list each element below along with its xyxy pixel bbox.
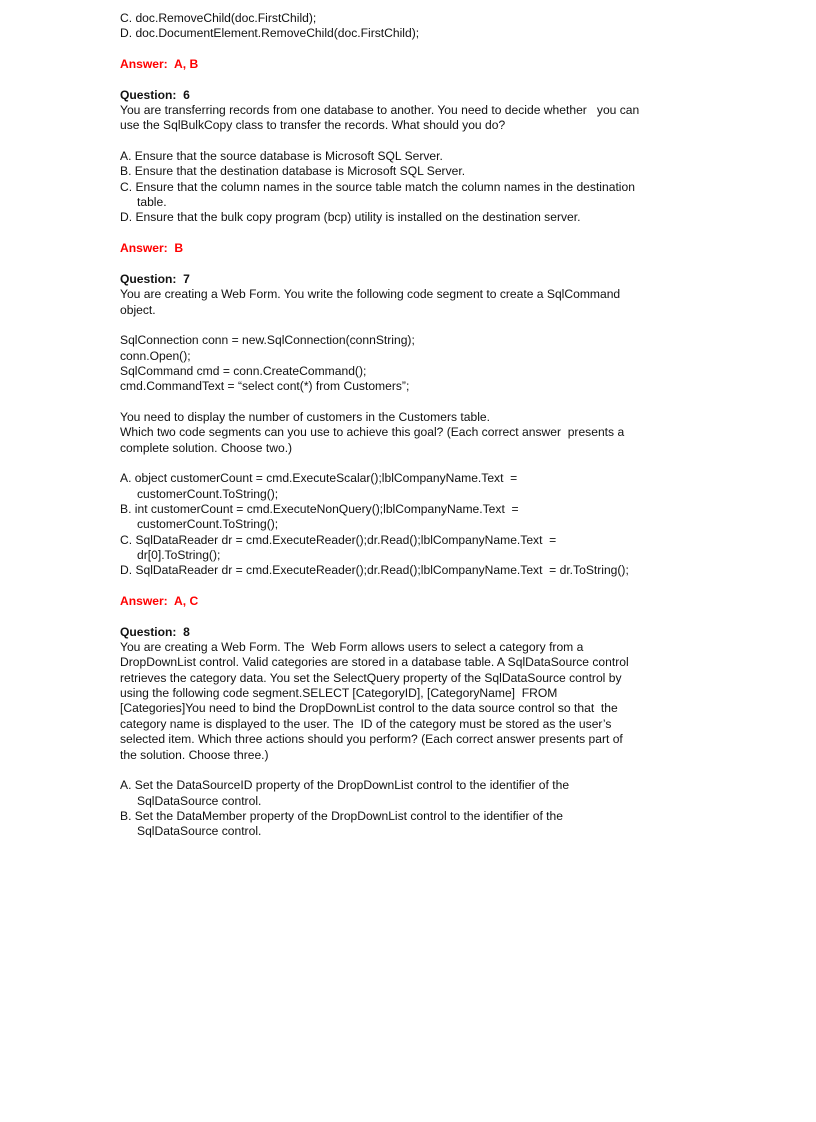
answer-label: Answer: A, B (120, 57, 199, 72)
option-continuation-line: SqlDataSource control. (137, 824, 262, 839)
option-line: C. SqlDataReader dr = cmd.ExecuteReader();dr.Read();lblCompanyName.Text = (120, 532, 557, 547)
question-prompt-line: You are creating a Web Form. You write the following code segment to create a SqlCommand (120, 287, 621, 302)
option-line: D. Ensure that the bulk copy program (bcp) utility is installed on the destination server. (120, 210, 581, 225)
option-continuation-line: customerCount.ToString(); (137, 486, 279, 501)
option-continuation-line: dr[0].ToString(); (137, 548, 221, 563)
question-heading: Question: 8 (120, 624, 190, 639)
question-prompt-line: selected item. Which three actions should you perform? (Each correct answer presents part of (120, 732, 623, 747)
code-line: SqlCommand cmd = conn.CreateCommand(); (120, 363, 367, 378)
code-line: SqlConnection conn = new.SqlConnection(connString); (120, 333, 415, 348)
question-prompt-line: DropDownList control. Valid categories are stored in a database table. A SqlDataSource control (120, 655, 629, 670)
question-prompt-line: You are transferring records from one database to another. You need to decide whether you can (120, 103, 640, 118)
question-prompt-line: using the following code segment.SELECT [CategoryID], [CategoryName] FROM (120, 686, 558, 701)
question-prompt-line: the solution. Choose three.) (120, 747, 269, 762)
option-continuation-line: table. (137, 195, 167, 210)
question-prompt-line: Which two code segments can you use to achieve this goal? (Each correct answer presents a (120, 425, 625, 440)
question-prompt-line: use the SqlBulkCopy class to transfer the records. What should you do? (120, 118, 506, 133)
option-line: C. doc.RemoveChild(doc.FirstChild); (120, 11, 317, 25)
question-heading: Question: 7 (120, 271, 190, 286)
code-line: conn.Open(); (120, 348, 191, 363)
document-page (120, 11, 696, 840)
question-prompt-line: You need to display the number of customers in the Customers table. (120, 409, 490, 424)
question-prompt-line: You are creating a Web Form. The Web Form allows users to select a category from a (120, 640, 584, 655)
option-continuation-line: customerCount.ToString(); (137, 517, 279, 532)
answer-label: Answer: B (120, 241, 184, 256)
option-line: B. Ensure that the destination database is Microsoft SQL Server. (120, 164, 466, 179)
option-line: D. doc.DocumentElement.RemoveChild(doc.FirstChild); (120, 26, 420, 41)
answer-label: Answer: A, C (120, 594, 199, 609)
option-line: A. Set the DataSourceID property of the DropDownList control to the identifier of the (120, 778, 570, 793)
code-line: cmd.CommandText = “select cont(*) from Customers”; (120, 379, 410, 394)
question-heading: Question: 6 (120, 87, 190, 102)
question-prompt-line: [Categories]You need to bind the DropDownList control to the data source control so that the (120, 701, 618, 716)
option-continuation-line: SqlDataSource control. (137, 793, 262, 808)
question-prompt-line: object. (120, 302, 156, 317)
question-prompt-line: category name is displayed to the user. The ID of the category must be stored as the user’s (120, 716, 612, 731)
option-line: A. object customerCount = cmd.ExecuteScalar();lblCompanyName.Text = (120, 471, 518, 486)
option-line: A. Ensure that the source database is Microsoft SQL Server. (120, 149, 443, 164)
question-prompt-line: retrieves the category data. You set the SelectQuery property of the SqlDataSource control by (120, 670, 622, 685)
option-line: C. Ensure that the column names in the source table match the column names in the destination (120, 179, 635, 194)
option-line: B. Set the DataMember property of the DropDownList control to the identifier of the (120, 808, 563, 823)
question-prompt-line: complete solution. Choose two.) (120, 440, 293, 455)
option-line: B. int customerCount = cmd.ExecuteNonQuery();lblCompanyName.Text = (120, 502, 519, 516)
option-line: D. SqlDataReader dr = cmd.ExecuteReader();dr.Read();lblCompanyName.Text = dr.ToString(); (120, 563, 629, 578)
